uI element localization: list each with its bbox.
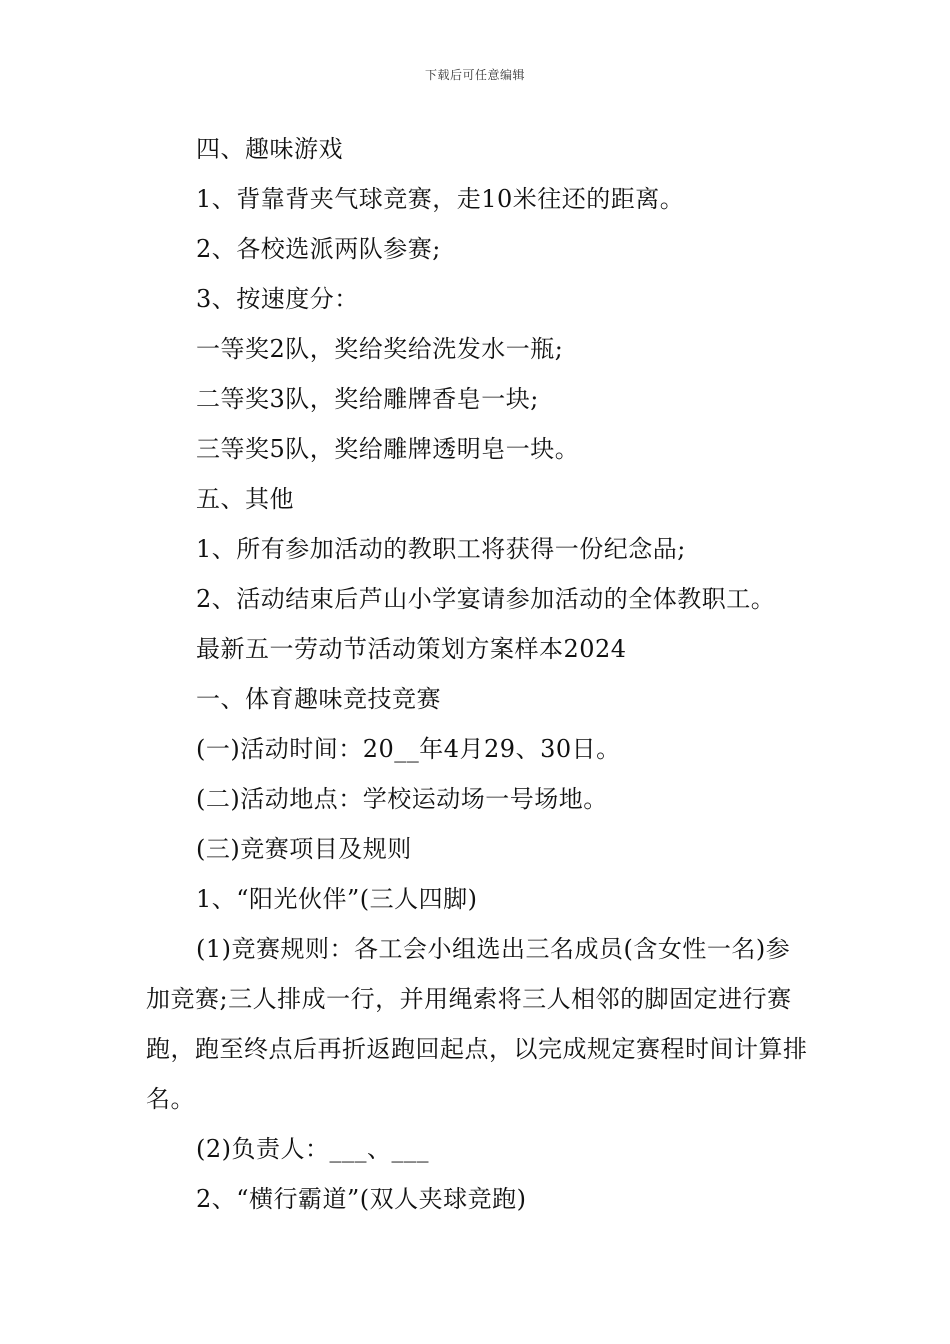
responsible-person: (2)负责人：___、___ (196, 1135, 429, 1163)
rules-paragraph: (1)竞赛规则：各工会小组选出三名成员(含女性一名)参加竞赛;三人排成一行，并用绳索将三人相邻的脚固定进行赛跑，跑至终点后再折返跑回起点，以完成规定赛程时间计算排名。 (146, 935, 808, 1113)
event-heading: 2、“横行霸道”(双人夹球竞跑) (196, 1185, 527, 1213)
list-item: 2、活动结束后芦山小学宴请参加活动的全体教职工。 (196, 585, 776, 613)
activity-location: (二)活动地点：学校运动场一号场地。 (196, 785, 608, 813)
activity-time: (一)活动时间：20__年4月29、30日。 (196, 735, 621, 763)
event-heading: 1、“阳光伙伴”(三人四脚) (196, 885, 478, 913)
subsection-heading-rules: (三)竞赛项目及规则 (196, 835, 412, 863)
prize-line: 三等奖5队，奖给雕牌透明皂一块。 (196, 435, 580, 463)
section-heading-other: 五、其他 (196, 485, 294, 513)
list-item: 3、按速度分： (196, 285, 359, 313)
document-title: 最新五一劳动节活动策划方案样本2024 (196, 635, 627, 663)
document-body (146, 124, 810, 1224)
list-item: 1、所有参加活动的教职工将获得一份纪念品; (196, 535, 686, 563)
section-heading-games: 四、趣味游戏 (196, 135, 343, 163)
prize-line: 二等奖3队，奖给雕牌香皂一块; (196, 385, 539, 413)
page-header: 下载后可任意编辑 (424, 68, 525, 82)
section-heading-sports: 一、体育趣味竞技竞赛 (196, 685, 441, 713)
prize-line: 一等奖2队，奖给奖给洗发水一瓶; (196, 335, 564, 363)
list-item: 1、背靠背夹气球竞赛，走10米往还的距离。 (196, 185, 685, 213)
list-item: 2、各校选派两队参赛; (196, 235, 441, 263)
